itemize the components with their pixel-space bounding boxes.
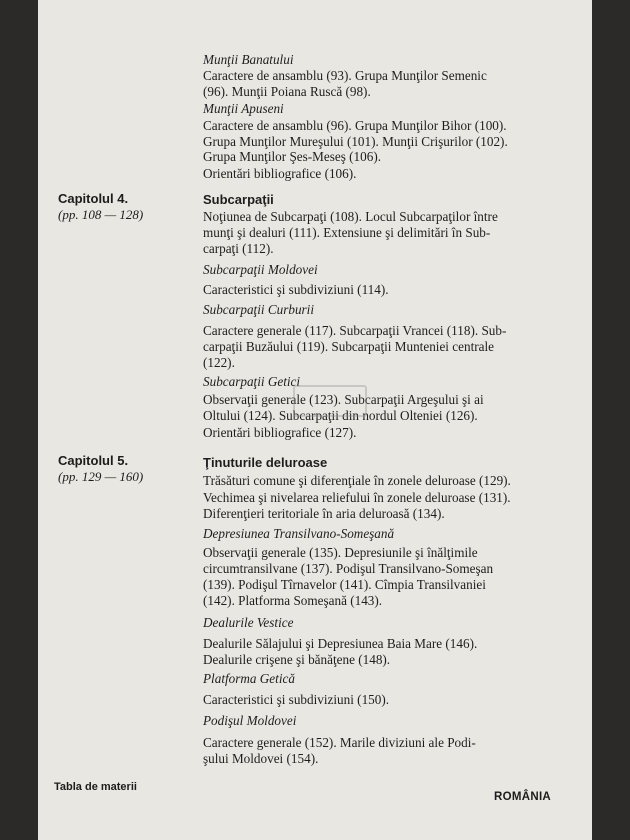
subheading: Dealurile Vestice xyxy=(203,615,294,630)
toc-text-line: (122). xyxy=(203,355,235,370)
chapter-4-heading xyxy=(58,190,208,223)
toc-text-line: Diferenţieri teritoriale în aria deluroasă (134). xyxy=(203,506,445,521)
toc-text-line: şului Moldovei (154). xyxy=(203,751,319,766)
toc-text-line: Caracteristici şi subdiviziuni (114). xyxy=(203,282,389,297)
running-footer-right: ROMÂNIA xyxy=(494,791,552,803)
chapter-4-pages: (pp. 108 — 128) xyxy=(58,207,144,222)
toc-text-line: Oltului (124). Subcarpaţii din nordul Olteniei (126). xyxy=(203,408,478,423)
toc-text-line: Dealurile Sălajului şi Depresiunea Baia Mare (146). xyxy=(203,636,478,651)
toc-text-line: Grupa Munţilor Şes-Meseş (106). xyxy=(203,149,382,164)
section-title: Subcarpaţii xyxy=(203,192,274,207)
subheading: Subcarpaţii Getici xyxy=(203,374,301,389)
subheading: Platforma Getică xyxy=(203,671,295,686)
subheading: Subcarpaţii Moldovei xyxy=(203,262,318,277)
toc-text-line: Dealurile crişene şi bănăţene (148). xyxy=(203,652,391,667)
toc-text-line: (139). Podişul Tîrnavelor (141). Cîmpia Transilvaniei xyxy=(203,577,486,592)
chapter-5-heading xyxy=(58,452,208,485)
toc-text-line: Caractere de ansamblu (93). Grupa Munţilor Semenic xyxy=(203,68,487,83)
toc-text-line: Vechimea şi nivelarea reliefului în zonele deluroase (131). xyxy=(203,490,511,505)
chapter-4-label: Capitolul 4. xyxy=(58,191,129,206)
toc-text-line: Noţiunea de Subcarpaţi (108). Locul Subcarpaţilor între xyxy=(203,209,498,224)
chapter-5-pages: (pp. 129 — 160) xyxy=(58,469,144,484)
toc-text-line: circumtransilvane (137). Podişul Transilvano-Someşan xyxy=(203,561,494,576)
toc-text-line: Caractere de ansamblu (96). Grupa Munţilor Bihor (100). xyxy=(203,118,507,133)
subheading: Podişul Moldovei xyxy=(203,713,297,728)
section-title: Ţinuturile deluroase xyxy=(203,455,328,470)
subheading: Subcarpaţii Curburii xyxy=(203,302,315,317)
toc-text-line: Caractere generale (117). Subcarpaţii Vrancei (118). Sub- xyxy=(203,323,507,338)
book-page xyxy=(38,0,592,840)
toc-text-line: Observaţii generale (135). Depresiunile şi înălţimile xyxy=(203,545,478,560)
running-footer-left: Tabla de materii xyxy=(54,781,137,793)
subheading: Depresiunea Transilvano-Someşană xyxy=(203,526,395,541)
toc-text-line: (142). Platforma Someşană (143). xyxy=(203,593,383,608)
toc-text-line: carpaţi (112). xyxy=(203,241,274,256)
toc-text-line: Caractere generale (152). Marile diviziuni ale Podi- xyxy=(203,735,476,750)
subheading: Munţii Banatului xyxy=(203,52,294,67)
toc-text-line: Caracteristici şi subdiviziuni (150). xyxy=(203,692,390,707)
toc-text-line: Grupa Munţilor Mureşului (101). Munţii Crişurilor (102). xyxy=(203,134,508,149)
chapter-5-label: Capitolul 5. xyxy=(58,453,129,468)
toc-text-line: Observaţii generale (123). Subcarpaţii Argeşului şi ai xyxy=(203,392,484,407)
subheading: Munţii Apuseni xyxy=(203,101,284,116)
bibliography-line: Orientări bibliografice (127). xyxy=(203,425,357,440)
toc-text-line: (96). Munţii Poiana Ruscă (98). xyxy=(203,84,371,99)
toc-text-line: carpaţii Buzăului (119). Subcarpaţii Munteniei centrale xyxy=(203,339,494,354)
bibliography-line: Orientări bibliografice (106). xyxy=(203,166,357,181)
watermark-shape xyxy=(293,385,367,417)
toc-text-line: munţi şi dealuri (111). Extensiune şi delimitări în Sub- xyxy=(203,225,491,240)
toc-text-line: Trăsături comune şi diferenţiale în zonele deluroase (129). xyxy=(203,473,511,488)
